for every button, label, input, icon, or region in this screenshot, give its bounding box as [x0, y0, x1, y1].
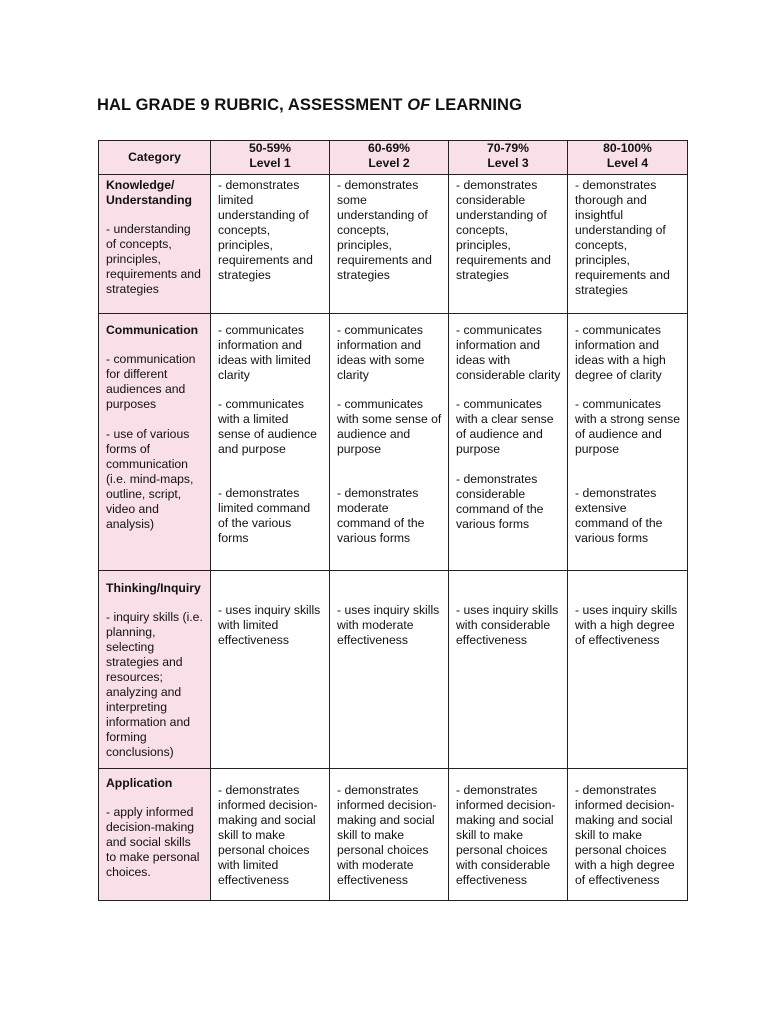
header-level-4: [568, 141, 688, 175]
rubric-cell: - communicates information and ideas with some clarity - communicates with some sense of audience and purpose - demonstrates moderate command of the various forms: [330, 314, 449, 571]
category-cell: [99, 769, 211, 901]
page-title: [97, 96, 522, 115]
category-description: - use of various forms of communication (i.e. mind-maps, outline, script, video and analysis): [106, 427, 194, 531]
rubric-cell: - communicates information and ideas with limited clarity - communicates with a limited sense of audience and purpose - demonstrates limited command of the various forms: [211, 314, 330, 571]
level-2-label: Level 2: [368, 156, 410, 170]
category-description: - apply informed decision-making and social skills to make personal choices.: [106, 805, 200, 879]
category-cell: [99, 571, 211, 769]
rubric-cell: - demonstrates thorough and insightful understanding of concepts, principles, requirements and strategies: [568, 175, 688, 314]
table-row: [99, 314, 688, 571]
category-name: Communication: [106, 323, 199, 337]
rubric-cell: - demonstrates considerable understanding of concepts, principles, requirements and strategies: [449, 175, 568, 314]
level-3-label: Level 3: [487, 156, 529, 170]
table-row: [99, 769, 688, 901]
rubric-cell: - demonstrates informed decision-making and social skill to make personal choices with limited effectiveness: [211, 769, 330, 901]
rubric-cell: - uses inquiry skills with a high degree of effectiveness: [568, 571, 688, 769]
rubric-cell: - communicates information and ideas with a high degree of clarity - communicates with a strong sense of audience and purpose - demonstrates extensive command of the various forms: [568, 314, 688, 571]
header-category: Category: [99, 141, 211, 175]
header-level-1: [211, 141, 330, 175]
rubric-table: [98, 140, 688, 901]
level-2-range: 60-69%: [367, 141, 410, 155]
category-name: Application: [106, 776, 173, 790]
category-cell: [99, 314, 211, 571]
header-level-2: [330, 141, 449, 175]
rubric-cell: - uses inquiry skills with moderate effectiveness: [330, 571, 449, 769]
rubric-cell: - uses inquiry skills with considerable effectiveness: [449, 571, 568, 769]
category-name: Knowledge/ Understanding: [106, 178, 192, 207]
level-1-label: Level 1: [249, 156, 291, 170]
rubric-cell: - demonstrates informed decision-making and social skill to make personal choices with a high degree of effectiveness: [568, 769, 688, 901]
rubric-cell: - communicates information and ideas with considerable clarity - communicates with a clear sense of audience and purpose - demonstrates considerable command of the various forms: [449, 314, 568, 571]
level-3-range: 70-79%: [486, 141, 529, 155]
table-row: [99, 571, 688, 769]
rubric-cell: - demonstrates limited understanding of concepts, principles, requirements and strategies: [211, 175, 330, 314]
category-description: - understanding of concepts, principles, requirements and strategies: [106, 222, 201, 296]
category-description: - communication for different audiences and purposes: [106, 352, 196, 411]
category-cell: [99, 175, 211, 314]
rubric-cell: - demonstrates some understanding of concepts, principles, requirements and strategies: [330, 175, 449, 314]
rubric-cell: - demonstrates informed decision-making and social skill to make personal choices with moderate effectiveness: [330, 769, 449, 901]
rubric-cell: - uses inquiry skills with limited effectiveness: [211, 571, 330, 769]
title-part-3: LEARNING: [430, 96, 523, 114]
header-level-3: [449, 141, 568, 175]
table-row: [99, 175, 688, 314]
title-part-2: OF: [407, 96, 431, 114]
level-1-range: 50-59%: [248, 141, 291, 155]
category-description: - inquiry skills (i.e. planning, selecting strategies and resources; analyzing and interpreting information and forming conclusions): [106, 610, 203, 759]
rubric-cell: - demonstrates informed decision-making and social skill to make personal choices with considerable effectiveness: [449, 769, 568, 901]
category-name: Thinking/Inquiry: [106, 581, 201, 595]
header-row: [99, 141, 688, 175]
level-4-range: 80-100%: [603, 141, 652, 155]
level-4-label: Level 4: [606, 156, 649, 170]
title-part-1: HAL GRADE 9 RUBRIC, ASSESSMENT: [97, 96, 408, 114]
